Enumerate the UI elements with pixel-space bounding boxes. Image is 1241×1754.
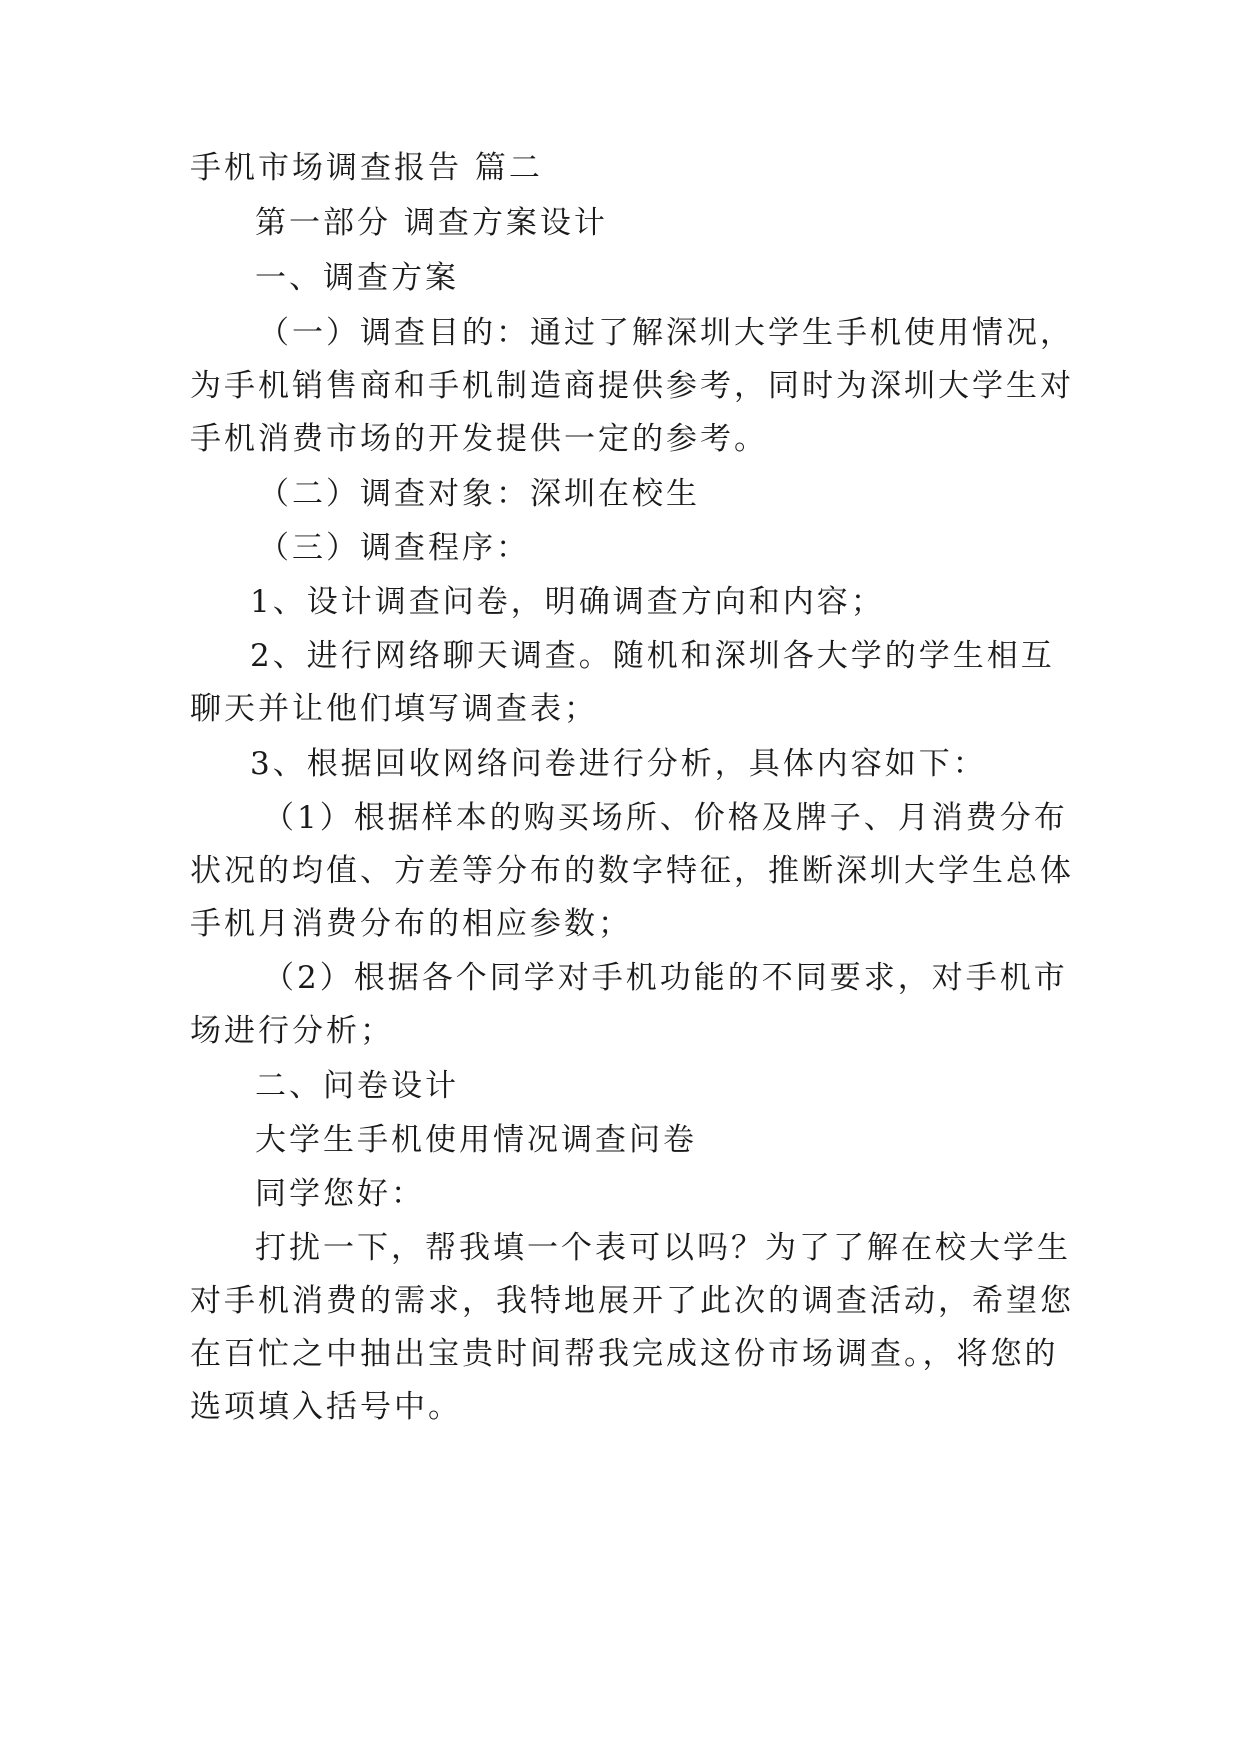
section1-heading: 一、调查方案 (255, 260, 459, 296)
procedure-heading: （三）调查程序： (258, 530, 530, 566)
section2-heading: 二、问卷设计 (255, 1068, 459, 1104)
sub1-line-2: 状况的均值、方差等分布的数字特征，推断深圳大学生总体 (190, 853, 1074, 889)
step3-line: 3、根据回收网络问卷进行分析，具体内容如下： (250, 746, 987, 782)
sub1-line-3: 手机月消费分布的相应参数； (190, 906, 632, 942)
step2-line-1: 2、进行网络聊天调查。随机和深圳各大学的学生相互 (250, 638, 1055, 674)
sub1-line-1: （1）根据样本的购买场所、价格及牌子、月消费分布 (263, 800, 1068, 836)
step2-line-2: 聊天并让他们填写调查表； (190, 691, 598, 727)
part1-heading: 第一部分 调查方案设计 (255, 205, 608, 241)
document-title: 手机市场调查报告 篇二 (190, 150, 543, 186)
intro-line-4: 选项填入括号中。 (190, 1389, 462, 1425)
questionnaire-title: 大学生手机使用情况调查问卷 (255, 1122, 697, 1158)
intro-line-3: 在百忙之中抽出宝贵时间帮我完成这份市场调查。，将您的 (190, 1336, 1059, 1372)
purpose-line-2: 为手机销售商和手机制造商提供参考，同时为深圳大学生对 (190, 368, 1074, 404)
greeting-line: 同学您好： (255, 1176, 425, 1212)
step1-line: 1、设计调查问卷，明确调查方向和内容； (250, 584, 885, 620)
sub2-line-2: 场进行分析； (190, 1013, 394, 1049)
intro-line-2: 对手机消费的需求，我特地展开了此次的调查活动，希望您 (190, 1283, 1074, 1319)
purpose-line-3: 手机消费市场的开发提供一定的参考。 (190, 421, 768, 457)
subjects-line: （二）调查对象：深圳在校生 (258, 476, 700, 512)
purpose-line-1: （一）调查目的：通过了解深圳大学生手机使用情况， (258, 315, 1074, 351)
intro-line-1: 打扰一下，帮我填一个表可以吗？为了了解在校大学生 (255, 1230, 1071, 1266)
sub2-line-1: （2）根据各个同学对手机功能的不同要求，对手机市 (263, 960, 1068, 996)
